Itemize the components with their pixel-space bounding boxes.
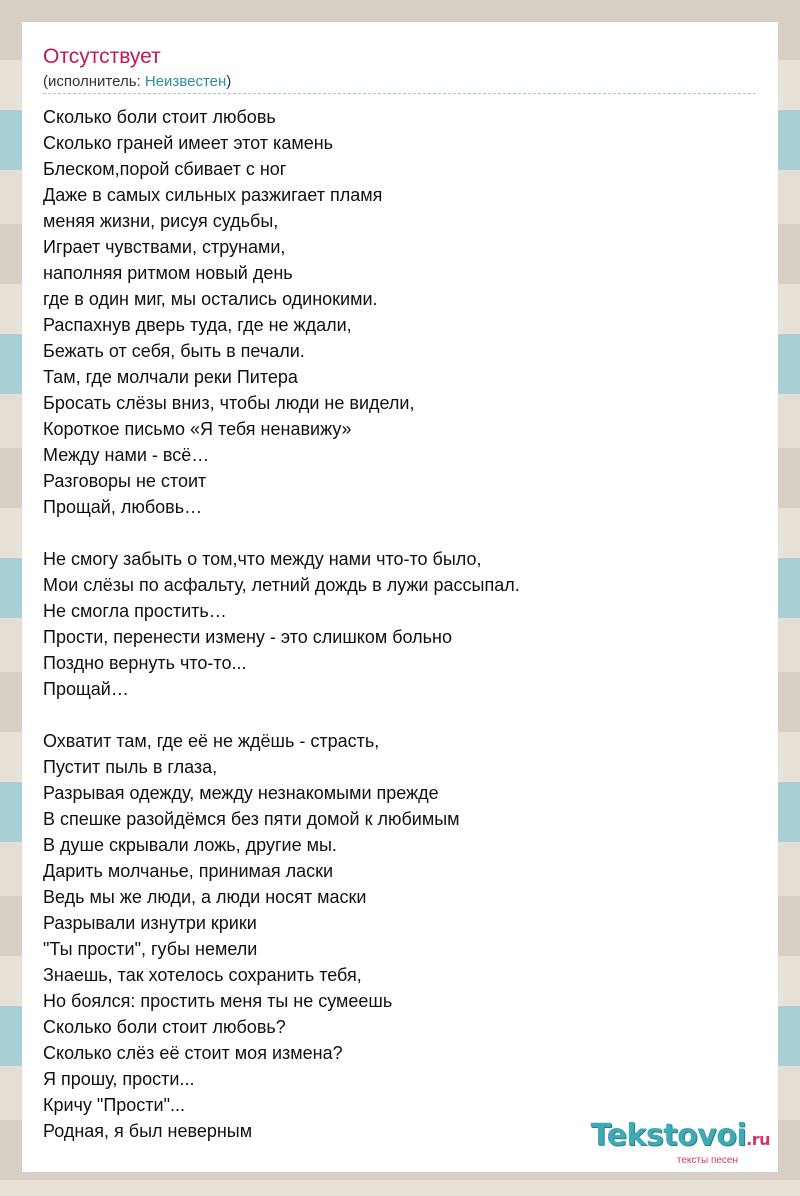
stanza-break: [43, 520, 756, 546]
lyrics-card: [22, 22, 778, 1172]
lyric-line: Сколько слёз её стоит моя измена?: [43, 1043, 343, 1063]
lyric-line: В спешке разойдёмся без пяти домой к любимым: [43, 809, 460, 829]
lyric-line: Знаешь, так хотелось сохранить тебя,: [43, 965, 362, 985]
lyric-line: Дарить молчанье, принимая ласки: [43, 861, 334, 881]
lyric-line: Между нами - всё…: [43, 445, 210, 465]
header-divider: [43, 93, 756, 94]
lyric-line: Поздно вернуть что-то...: [43, 653, 247, 673]
artist-suffix: ): [226, 73, 232, 90]
lyric-line: Блеском,порой сбивает с ног: [43, 159, 287, 179]
lyric-line: Разговоры не стоит: [43, 471, 207, 491]
logo-tld: .ru: [746, 1130, 770, 1149]
lyric-line: Сколько боли стоит любовь: [43, 107, 276, 127]
artist-line: [43, 72, 231, 92]
site-logo[interactable]: [591, 1120, 770, 1166]
lyric-line: Сколько боли стоит любовь?: [43, 1017, 286, 1037]
lyric-line: Не смогу забыть о том,что между нами что-то было,: [43, 549, 482, 569]
lyric-line: Прощай, любовь…: [43, 497, 203, 517]
lyric-line: где в один миг, мы остались одинокими.: [43, 289, 378, 309]
lyric-line: Сколько граней имеет этот камень: [43, 133, 334, 153]
lyric-line: Прости, перенести измену - это слишком больно: [43, 627, 452, 647]
lyric-line: Распахнув дверь туда, где не ждали,: [43, 315, 352, 335]
lyric-line: "Ты прости", губы немели: [43, 939, 258, 959]
lyric-line: Охватит там, где её не ждёшь - страсть,: [43, 731, 380, 751]
lyric-line: Но боялся: простить меня ты не сумеешь: [43, 991, 393, 1011]
lyric-line: Даже в самых сильных разжигает пламя: [43, 185, 383, 205]
artist-prefix: (исполнитель:: [43, 73, 145, 90]
lyric-line: Не смогла простить…: [43, 601, 227, 621]
lyric-line: Разрывая одежду, между незнакомыми прежде: [43, 783, 439, 803]
lyric-line: наполняя ритмом новый день: [43, 263, 293, 283]
logo-name: Tekstovoi: [590, 1118, 747, 1153]
stanza-break: [43, 702, 756, 728]
lyric-line: Пустит пыль в глаза,: [43, 757, 218, 777]
artist-link[interactable]: Неизвестен: [144, 73, 227, 90]
lyric-line: меняя жизни, рисуя судьбы,: [43, 211, 279, 231]
lyric-line: Мои слёзы по асфальту, летний дождь в лужи рассыпал.: [43, 575, 520, 595]
lyric-line: Бежать от себя, быть в печали.: [43, 341, 305, 361]
lyric-line: Прощай…: [43, 679, 129, 699]
lyric-line: Ведь мы же люди, а люди носят маски: [43, 887, 367, 907]
lyric-line: Кричу "Прости"...: [43, 1095, 185, 1115]
lyrics-body: [43, 104, 756, 1144]
lyric-line: Играет чувствами, струнами,: [43, 237, 286, 257]
lyric-line: В душе скрывали ложь, другие мы.: [43, 835, 337, 855]
song-title: Отсутствует: [43, 45, 161, 68]
logo-tagline: тексты песен: [676, 1155, 738, 1166]
lyric-line: Родная, я был неверным: [43, 1121, 253, 1141]
lyric-line: Короткое письмо «Я тебя ненавижу»: [43, 419, 352, 439]
lyric-line: Там, где молчали реки Питера: [43, 367, 298, 387]
lyric-line: Бросать слёзы вниз, чтобы люди не видели,: [43, 393, 415, 413]
lyric-line: Разрывали изнутри крики: [43, 913, 257, 933]
lyric-line: Я прошу, прости...: [43, 1069, 195, 1089]
